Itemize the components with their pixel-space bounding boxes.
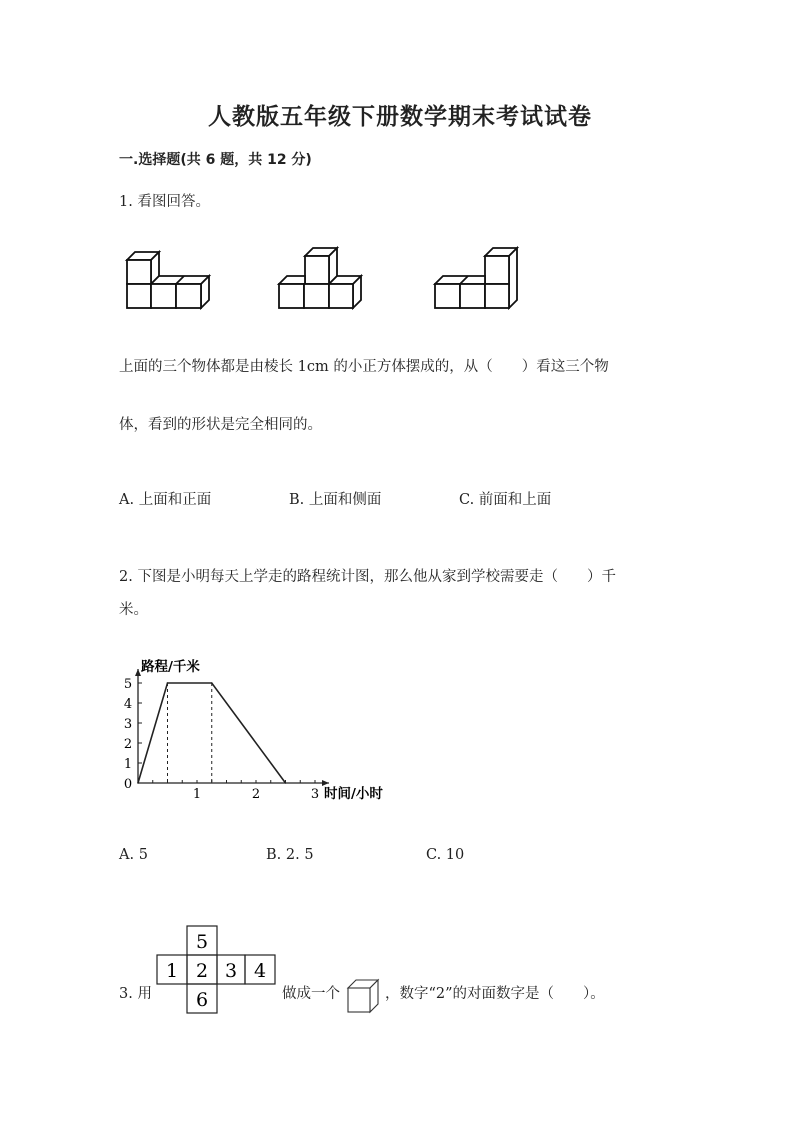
q2-option-b: B. 2. 5 [266,847,314,863]
x-tick-label: 3 [310,787,320,802]
q3-middle: 做成一个 [282,986,340,1002]
y-tick-label: 2 [123,737,133,752]
y-tick-label: 3 [123,717,133,732]
cube-net [157,925,277,1015]
q2-option-c: C. 10 [426,847,465,863]
q2-line2: 米。 [119,602,148,618]
q1-option-b: B. 上面和侧面 [289,492,382,508]
y-axis-label: 路程/千米 [141,659,200,675]
cube-icon [346,978,380,1014]
y-tick-label: 1 [123,757,133,772]
net-number-4: 4 [253,960,267,982]
data-point [167,682,169,684]
q2-option-a: A. 5 [119,847,148,863]
page-title: 人教版五年级下册数学期末考试试卷 [208,104,592,130]
q3-prefix: 3. 用 [119,986,152,1002]
net-number-top: 5 [195,931,209,953]
data-point [137,782,139,784]
y-tick-label: 5 [123,677,133,692]
q1-option-c: C. 前面和上面 [459,492,552,508]
cube-figure-3 [433,243,523,310]
distance-time-chart [110,655,410,805]
y-tick-label: 0 [123,777,133,792]
y-tick-label: 4 [123,697,133,712]
net-number-2: 2 [195,960,209,982]
x-tick-label: 2 [251,787,261,802]
section-heading: 一.选择题(共 6 题，共 12 分) [119,152,312,168]
cube-figure-1 [125,248,215,310]
q3-suffix: ，数字“2”的对面数字是（ ）。 [385,986,605,1002]
q1-stem: 1. 看图回答。 [119,194,210,210]
data-point [211,682,213,684]
q1-option-a: A. 上面和正面 [119,492,212,508]
q2-line1: 2. 下图是小明每天上学走的路程统计图，那么他从家到学校需要走（ ）千 [119,569,616,585]
x-tick-label: 1 [192,787,202,802]
net-number-1: 1 [165,960,179,982]
cube-figure-2 [277,243,367,310]
q1-line2: 体，看到的形状是完全相同的。 [119,417,322,433]
x-axis-label: 时间/小时 [324,786,383,802]
q1-line1: 上面的三个物体都是由棱长 1cm 的小正方体摆成的，从（ ）看这三个物 [119,359,609,375]
net-number-3: 3 [224,960,238,982]
data-point [285,782,287,784]
net-number-bottom: 6 [195,989,209,1011]
